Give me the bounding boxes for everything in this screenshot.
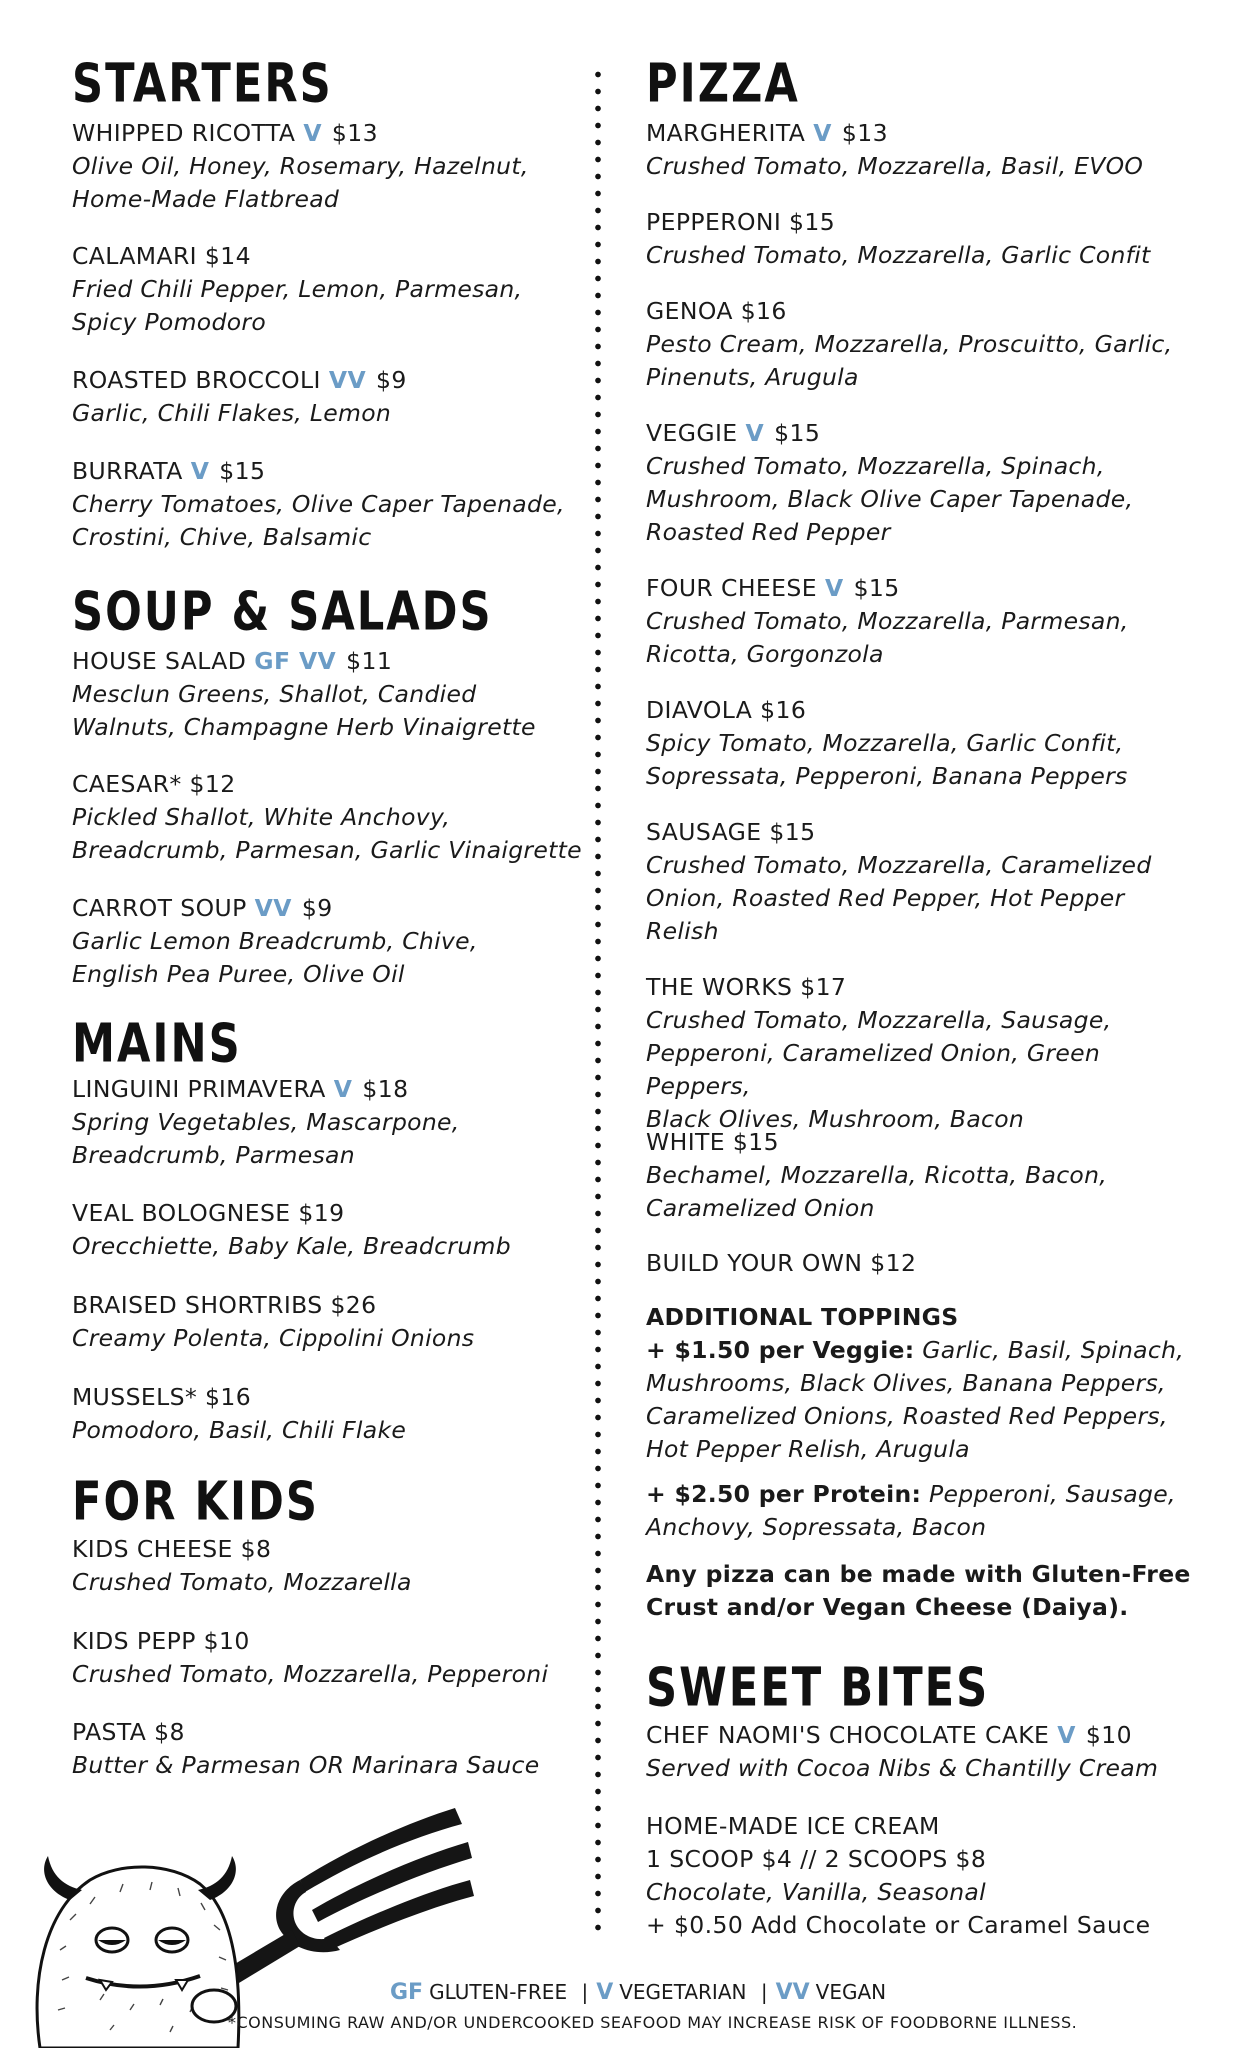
menu-item — [72, 1073, 582, 1172]
menu-item — [72, 1381, 582, 1447]
vegetarian-label: VEGETARIAN — [619, 1980, 747, 2004]
item-price: $8 — [154, 1718, 185, 1746]
item-description: Crushed Tomato, Mozzarella, Caramelized Onion, Roasted Red Pepper, Hot Pepper Relish — [646, 851, 1152, 945]
item-name: CARROT SOUP — [72, 894, 247, 922]
item-name: MUSSELS* — [72, 1383, 198, 1411]
diet-legend — [390, 1980, 886, 2005]
item-price: $19 — [298, 1199, 345, 1227]
menu-item — [646, 206, 1206, 272]
item-description: Pickled Shallot, White Anchovy, Breadcrumb, Parmesan, Garlic Vinaigrette — [72, 803, 582, 864]
item-name: PASTA — [72, 1718, 147, 1746]
protein-topping-list: Pepperoni, Sausage, Anchovy, Sopressata, Bacon — [646, 1480, 1176, 1541]
item-name: HOME-MADE ICE CREAM — [646, 1812, 940, 1840]
vegetarian-tag: V — [596, 1980, 614, 2005]
item-name: WHITE — [646, 1128, 726, 1156]
item-description: Spring Vegetables, Mascarpone, Breadcrumb, Parmesan — [72, 1108, 460, 1169]
item-name: LINGUINI PRIMAVERA — [72, 1075, 326, 1103]
item-description: Crushed Tomato, Mozzarella, Basil, EVOO — [646, 152, 1144, 180]
legend-separator: | — [581, 1980, 589, 2004]
item-price: $10 — [1085, 1721, 1132, 1749]
item-name: CAESAR* — [72, 770, 182, 798]
additional-toppings — [646, 1301, 1206, 1624]
item-price: $13 — [331, 119, 378, 147]
vegan-tag: VV — [328, 366, 367, 394]
section-title-pizza: PIZZA — [646, 52, 800, 115]
menu-item — [646, 816, 1206, 948]
menu-item — [72, 364, 582, 430]
item-price: $15 — [732, 1128, 779, 1156]
item-name: HOUSE SALAD — [72, 647, 247, 675]
item-price: $16 — [760, 696, 807, 724]
menu-item — [72, 240, 582, 339]
menu-item — [646, 1719, 1206, 1785]
item-name: DIAVOLA — [646, 696, 753, 724]
section-title-kids: FOR KIDS — [72, 1470, 319, 1533]
item-name: FOUR CHEESE — [646, 574, 817, 602]
item-description: Spicy Tomato, Mozzarella, Garlic Confit, Sopressata, Pepperoni, Banana Peppers — [646, 729, 1128, 790]
dotted-divider — [594, 66, 602, 1938]
menu-item — [646, 694, 1206, 793]
vegan-tag: VV — [254, 894, 292, 922]
item-price: $17 — [800, 973, 847, 1001]
item-price: $16 — [205, 1383, 252, 1411]
toppings-heading: ADDITIONAL TOPPINGS — [646, 1303, 959, 1331]
section-title-soup-salads: SOUP & SALADS — [72, 580, 493, 643]
item-price: $9 — [376, 366, 407, 394]
item-name: BRAISED SHORTRIBS — [72, 1291, 323, 1319]
menu-item — [72, 1289, 582, 1355]
item-price: $8 — [240, 1535, 272, 1563]
item-name: BURRATA — [72, 457, 183, 485]
item-price: $15 — [219, 457, 266, 485]
item-description: Mesclun Greens, Shallot, Candied Walnuts, Champagne Herb Vinaigrette — [72, 680, 536, 741]
item-description: Served with Cocoa Nibs & Chantilly Cream — [646, 1754, 1159, 1782]
section-title-sweet-bites: SWEET BITES — [646, 1656, 990, 1719]
item-description: Chocolate, Vanilla, Seasonal — [646, 1878, 986, 1906]
menu-item — [72, 1716, 582, 1782]
item-name: VEAL BOLOGNESE — [72, 1199, 291, 1227]
item-price: $12 — [189, 770, 236, 798]
menu-item — [646, 295, 1206, 394]
menu-item — [72, 1197, 582, 1263]
item-name: CHEF NAOMI'S CHOCOLATE CAKE — [646, 1721, 1050, 1749]
menu-item — [646, 1247, 1206, 1280]
menu-item — [72, 645, 582, 744]
gluten-free-note: Any pizza can be made with Gluten-Free Crust and/or Vegan Cheese (Daiya). — [646, 1560, 1191, 1621]
menu-item — [646, 117, 1206, 183]
item-price: $13 — [841, 119, 888, 147]
vegetarian-tag: V — [745, 419, 765, 447]
item-name: WHIPPED RICOTTA — [72, 119, 296, 147]
item-name: GENOA — [646, 297, 733, 325]
item-description: Pesto Cream, Mozzarella, Proscuitto, Garlic, Pinenuts, Arugula — [646, 330, 1173, 391]
item-price: $10 — [203, 1627, 250, 1655]
gluten-free-label: GLUTEN-FREE — [429, 1980, 568, 2004]
item-price: $15 — [769, 818, 816, 846]
item-extra: + $0.50 Add Chocolate or Caramel Sauce — [646, 1911, 1151, 1939]
item-description: Garlic Lemon Breadcrumb, Chive, English Pea Puree, Olive Oil — [72, 927, 478, 988]
veggie-topping-label: + $1.50 per Veggie: — [646, 1336, 915, 1364]
menu-item — [646, 1810, 1206, 1942]
item-price: $16 — [740, 297, 787, 325]
menu-item — [72, 892, 582, 991]
item-description: Orecchiette, Baby Kale, Breadcrumb — [72, 1232, 511, 1260]
menu-item — [646, 572, 1206, 671]
menu-item — [646, 971, 1206, 1136]
item-description: Cherry Tomatoes, Olive Caper Tapenade, Crostini, Chive, Balsamic — [72, 490, 565, 551]
item-sub-price: 1 SCOOP $4 // 2 SCOOPS $8 — [646, 1845, 987, 1873]
vegetarian-tag: V — [824, 574, 844, 602]
item-name: THE WORKS — [646, 973, 793, 1001]
item-description: Creamy Polenta, Cippolini Onions — [72, 1324, 475, 1352]
vegetarian-tag: V — [303, 119, 322, 147]
menu-item — [646, 1126, 1206, 1225]
item-name: KIDS PEPP — [72, 1627, 196, 1655]
veggie-topping-list: Garlic, Basil, Spinach, Mushrooms, Black Olives, Banana Peppers, Caramelized Onions, Roasted Red Peppers, Hot Pepper Relish, Arugula — [646, 1336, 1185, 1463]
item-name: VEGGIE — [646, 419, 738, 447]
item-description: Crushed Tomato, Mozzarella — [72, 1568, 412, 1596]
item-name: MARGHERITA — [646, 119, 806, 147]
item-price: $11 — [346, 647, 393, 675]
gluten-free-tag: GF — [390, 1980, 424, 2005]
item-name: CALAMARI — [72, 242, 198, 270]
item-name: SAUSAGE — [646, 818, 762, 846]
item-price: $15 — [853, 574, 900, 602]
vegetarian-tag: V — [190, 457, 210, 485]
item-name: BUILD YOUR OWN — [646, 1249, 863, 1277]
item-price: $15 — [774, 419, 821, 447]
menu-item — [72, 117, 582, 216]
item-description: Crushed Tomato, Mozzarella, Parmesan, Ricotta, Gorgonzola — [646, 607, 1129, 668]
vegetarian-tag: V — [333, 1075, 353, 1103]
item-name: KIDS CHEESE — [72, 1535, 233, 1563]
item-description: Crushed Tomato, Mozzarella, Garlic Confit — [646, 241, 1151, 269]
item-description: Crushed Tomato, Mozzarella, Pepperoni — [72, 1660, 549, 1688]
protein-topping-label: + $2.50 per Protein: — [646, 1480, 922, 1508]
item-description: Fried Chili Pepper, Lemon, Parmesan, Spicy Pomodoro — [72, 275, 523, 336]
menu-item — [72, 455, 582, 554]
item-price: $14 — [204, 242, 251, 270]
item-description: Butter & Parmesan OR Marinara Sauce — [72, 1751, 540, 1779]
menu-item — [72, 1533, 582, 1599]
monster-fork-illustration — [0, 1800, 480, 2048]
item-description: Pomodoro, Basil, Chili Flake — [72, 1416, 407, 1444]
item-description: Olive Oil, Honey, Rosemary, Hazelnut, Home-Made Flatbread — [72, 152, 529, 213]
item-description: Bechamel, Mozzarella, Ricotta, Bacon, Caramelized Onion — [646, 1161, 1108, 1222]
item-price: $9 — [301, 894, 333, 922]
vegetarian-tag: V — [813, 119, 832, 147]
food-safety-disclaimer: *CONSUMING RAW AND/OR UNDERCOOKED SEAFOOD MAY INCREASE RISK OF FOODBORNE ILLNESS. — [228, 2013, 1078, 2032]
menu-item — [646, 417, 1206, 549]
section-title-mains: MAINS — [72, 1012, 242, 1075]
menu-item — [72, 1625, 582, 1691]
legend-separator: | — [760, 1980, 768, 2004]
section-title-starters: STARTERS — [72, 52, 333, 115]
vegan-tag: VV — [775, 1980, 810, 2005]
item-price: $18 — [362, 1075, 409, 1103]
item-price: $15 — [789, 208, 836, 236]
menu-item — [72, 768, 582, 867]
item-name: PEPPERONI — [646, 208, 782, 236]
item-name: ROASTED BROCCOLI — [72, 366, 321, 394]
item-description: Garlic, Chili Flakes, Lemon — [72, 399, 392, 427]
vegetarian-tag: V — [1057, 1721, 1076, 1749]
item-description: Crushed Tomato, Mozzarella, Sausage, Pepperoni, Caramelized Onion, Green Peppers, Black Olives, Mushroom, Bacon — [646, 1006, 1112, 1133]
item-price: $26 — [330, 1291, 377, 1319]
item-description: Crushed Tomato, Mozzarella, Spinach, Mushroom, Black Olive Caper Tapenade, Roasted Red Pepper — [646, 452, 1134, 546]
item-price: $12 — [870, 1249, 917, 1277]
gluten-free-vegan-tag: GF VV — [254, 647, 337, 675]
vegan-label: VEGAN — [815, 1980, 887, 2004]
